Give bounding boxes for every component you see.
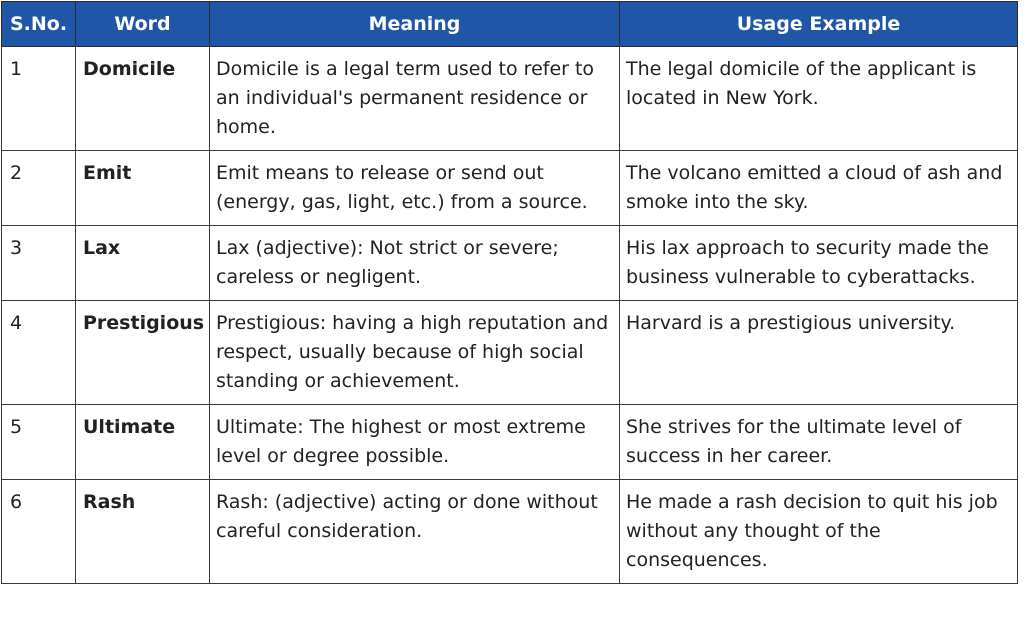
cell-sno: 4 bbox=[2, 301, 76, 405]
cell-meaning: Lax (adjective): Not strict or severe; careless or negligent. bbox=[210, 226, 620, 301]
cell-word: Ultimate bbox=[76, 405, 210, 480]
cell-meaning: Domicile is a legal term used to refer to an individual's permanent residence or home. bbox=[210, 47, 620, 151]
header-word: Word bbox=[76, 2, 210, 47]
cell-word: Prestigious bbox=[76, 301, 210, 405]
table-row bbox=[2, 405, 1018, 480]
cell-usage: She strives for the ultimate level of success in her career. bbox=[620, 405, 1018, 480]
header-meaning: Meaning bbox=[210, 2, 620, 47]
cell-sno: 5 bbox=[2, 405, 76, 480]
vocabulary-table bbox=[1, 1, 1018, 584]
cell-sno: 2 bbox=[2, 151, 76, 226]
cell-meaning: Emit means to release or send out (energy, gas, light, etc.) from a source. bbox=[210, 151, 620, 226]
cell-sno: 3 bbox=[2, 226, 76, 301]
table-row bbox=[2, 47, 1018, 151]
cell-meaning: Prestigious: having a high reputation and respect, usually because of high social standing or achievement. bbox=[210, 301, 620, 405]
cell-word: Rash bbox=[76, 480, 210, 584]
cell-word: Domicile bbox=[76, 47, 210, 151]
cell-sno: 6 bbox=[2, 480, 76, 584]
table-row bbox=[2, 301, 1018, 405]
cell-meaning: Rash: (adjective) acting or done without careful consideration. bbox=[210, 480, 620, 584]
table-row bbox=[2, 480, 1018, 584]
cell-usage: The volcano emitted a cloud of ash and smoke into the sky. bbox=[620, 151, 1018, 226]
header-usage: Usage Example bbox=[620, 2, 1018, 47]
cell-usage: Harvard is a prestigious university. bbox=[620, 301, 1018, 405]
cell-sno: 1 bbox=[2, 47, 76, 151]
table-header-row bbox=[2, 2, 1018, 47]
table-row bbox=[2, 226, 1018, 301]
cell-usage: He made a rash decision to quit his job without any thought of the consequences. bbox=[620, 480, 1018, 584]
cell-word: Emit bbox=[76, 151, 210, 226]
cell-meaning: Ultimate: The highest or most extreme level or degree possible. bbox=[210, 405, 620, 480]
table-row bbox=[2, 151, 1018, 226]
cell-word: Lax bbox=[76, 226, 210, 301]
cell-usage: The legal domicile of the applicant is located in New York. bbox=[620, 47, 1018, 151]
header-sno: S.No. bbox=[2, 2, 76, 47]
cell-usage: His lax approach to security made the business vulnerable to cyberattacks. bbox=[620, 226, 1018, 301]
